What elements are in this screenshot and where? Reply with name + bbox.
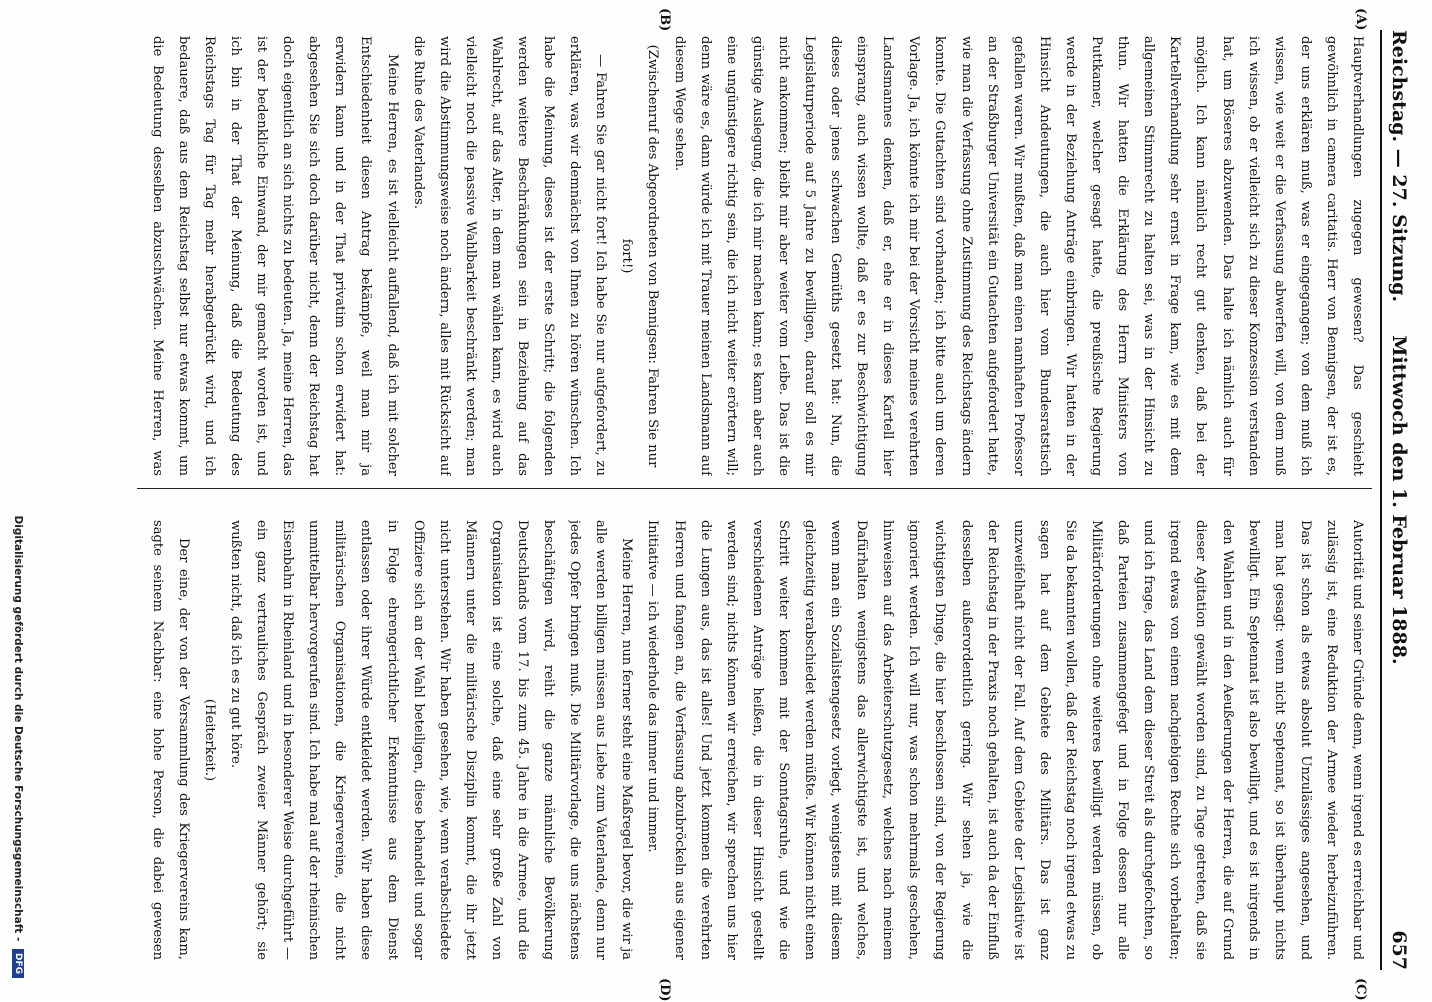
right-column [140, 520, 1370, 960]
left-column [140, 36, 1370, 476]
dfg-logo: DFG [12, 949, 24, 978]
header-date: Mittwoch den 1. Februar 1888. [1388, 335, 1410, 665]
interjection: (Heiterkeit.) [201, 698, 217, 782]
paragraph: Hauptverhandlungen zugegen gewesen? Das geschieht gewöhnlich in camera caritatis. Herr von Bennigsen, der ist es, der uns erklären muß, was er eingegangen; von dem muß ich wissen, wie weit er die Verfassung abwerfen will, von dem muß ich wissen, ob er vielleicht sich zu dieser Konzession verstanden hat, um Böseres abzuwenden. Das halte ich nämlich auch für möglich. Ich kann nämlich recht gut denken, daß bei der Kartellverhandlung sehr ernst in Frage kam, wie es mit dem allgemeinen Stimmrecht zu halten sei, was in der Hinsicht zu thun. Wir hatten die Erklärung des Herrn Ministers von Puttkamer, welcher gesagt hatte, die preußische Regierung werde in der Beziehung Anträge einbringen. Wir hatten in der Hinsicht Andeutungen, die auch hier vom Bundesratstisch gefallen waren. Wir mußten, daß man einen namhaften Professor an der Straßburger Universität ein Gutachten aufgefordert hatte, wie man die Verfassung ohne Zustimmung des Reichstags ändern konnte. Die Gutachten sind vorhanden; ich bitte auch um deren Vorlage. Ja, ich könnte ich mir bei der Vorsicht meines verehrten Landsmannes denken, daß er, ehe er in dieses Kartell hier einsprang, auch wissen wollte, daß er es zur Beschwichtigung dieses oder jenes schwachen Gemüths gesetzt hat: Nun, die Legislaturperiode auf 5 Jahre zu bewilligen, darauf soll es mir nicht ankommen; bleibt mir aber weiter vom Leibe. Das ist die günstige Auslegung, die ich mir machen kann; es kann aber auch eine ungünstigere richtig sein, die ich nicht weiter erörtern will; denn wäre es, dann würde ich mit Trauer meinen Landsmann auf diesem Wege sehen. [671, 36, 1365, 476]
margin-marker-a: (A) [1353, 8, 1368, 31]
interjection: (Zwischenruf des Abgeordneten von Bennigsen: Fahren Sie nur fort!) [619, 44, 661, 468]
paragraph: Meine Herren, es ist vielleicht auffallend, daß ich mit solcher Entschiedenheit diesen Antrag bekämpfe, weil man mir ja erwidern kann und in der That privatim schon erwidert hat: abgesehen Sie sich doch darüber nicht, denn der Reichstag hat doch eigentlich an sich nichts zu bedeuten. Ja, meine Herren, das ist der bedenkliche Einwand, der mir gemacht worden ist, und ich bin in der That der Meinung, daß die Bedeutung des Reichstags Tag für Tag mehr herabgedrückt wird, und ich bedauere, daß aus dem Reichstag selbst nur etwas kommt, um die Bedeutung desselben abzuschwächen. Meine Herren, was [149, 36, 400, 476]
margin-marker-d: (D) [657, 978, 672, 1002]
paragraph: Der eine, der von der Versammlung des Kriegervereins kam, sagte seinem Nachbar: eine hohe Person, die dabei gewesen [149, 520, 191, 960]
paragraph: Autorität und seiner Gründe denn, wenn irgend es erreichbar und zulässig ist, eine Reduktion der Armee wieder herbeizuführen. Das ist schon als etwas absolut Unzulässiges angesehen, und man hat gesagt: wenn nicht Septennat, so ist überhaupt nichts bewilligt. Ein Septennat ist also bewilligt, und es ist nirgends in den Wahlen und in den Aeußerungen der Herren, die auf Grund dieser Agitation gewählt worden sind, zu Tage getreten, daß sie irgend etwas von einem nachgiebigen Rechte sich vorbehalten; und ich frage, das Land dem dieser Streit als durchgefochten, so daß Parteien zusammengefegt und in Folge dessen nur alle Militärforderungen ohne weiteres bewilligt werden müssen, ob Sie da bekannten wollen, daß der Reichstag noch irgend etwas zu sagen hat auf dem Gebiete des Militärs. Das ist ganz unzweifelhaft nicht der Fall. Auf dem Gebiete der Legislative ist der Reichstag in der Praxis noch gehalten, ist auch da der Einfluß desselben außerordentlich gering. Wir sehen ja, wie die wichtigsten Dinge, die hier beschlossen sind, von der Regierung ignoriert werden. Ich will nur, was schon mehrmals geschehen, hinweisen auf das Arbeiterschutzgesetz, welches nach meinem Dafürhalten wenigstens das allerwichtigste ist, und welches, wenn man ein Sozialistengesetz vorlegt, wenigstens mit diesem gleichzeitig verabschiedet werden müßte. Wir können nicht einen Schritt weiter kommen mit der Sonntagsruhe, und wie die verschiedenen Anträge heißen, die in dieser Hinsicht gestellt werden sind; nichts können wir erreichen, wir sprechen uns hier die Lungen aus, das ist alles! Und jetzt kommen die verehrten Herren und fangen an, die Verfassung abzubröckeln aus eigener Initiative — ich wiederhole das immer und immer. [645, 520, 1365, 960]
digitization-credit [12, 0, 24, 1000]
margin-marker-c: (C) [1353, 978, 1368, 1001]
paragraph: Meine Herren, nun ferner steht eine Maßregel bevor, die wir ja alle werden billigen müssen aus Liebe zum Vaterlande, denn nur jedes Opfer bringen muß. Die Militärvorlage, die uns nächstens beschäftigen wird, reiht die ganze männliche Bevölkerung Deutschlands vom 17. bis zum 45. Jahre in die Armee, und die Organisation ist eine solche, daß eine sehr große Zahl von Männern unter die militärische Disziplin kommt, die ihr jetzt nicht unterstehen. Wir haben gesehen, wie, wenn verabschiedete Offiziere sich an der Wahl beteiligen, diese behandelt und sogar in Folge ehrengerichtlicher Erkenntnisse aus dem Dienst entlassen oder ihrer Würde entkleidet werden. Wir haben diese militärischen Organisationen, die Kriegervereine, die nicht unmittelbar hervorgerufen sind. Ich habe mal auf der rheinischen Eisenbahn in Rheinland und in besonderer Weise durchgeführt — ein ganz vertrauliches Gespräch zweier Männer gehört; sie wußten nicht, daß ich es zu gut höre. [227, 520, 635, 960]
header-session: Reichstag. — 27. Sitzung. [1388, 30, 1410, 303]
margin-marker-b: (B) [657, 8, 672, 32]
page-header [1380, 30, 1416, 970]
column-divider [137, 488, 1372, 489]
credit-text: Digitalisierung gefördert durch die Deutsche Forschungsgemeinschaft - [12, 515, 24, 942]
page-number: 657 [1388, 930, 1410, 970]
paragraph: — Fahren Sie gar nicht fort! Ich habe Sie nur aufgefordert, zu erklären, was wir demnächst von Ihnen zu hören wünschen. Ich habe die Meinung, dieses ist der erste Schritt; die folgenden werden weitere Beschränkungen sein in Beziehung auf das Wahlrecht, auf das Alter, in dem man wählen kann, es wird auch vielleicht noch die passive Wahlbarkeit beschränkt werden; man wird die Abstimmungsweise noch ändern, alles mit Rücksicht auf die Ruhe des Vaterlandes. [410, 36, 609, 476]
